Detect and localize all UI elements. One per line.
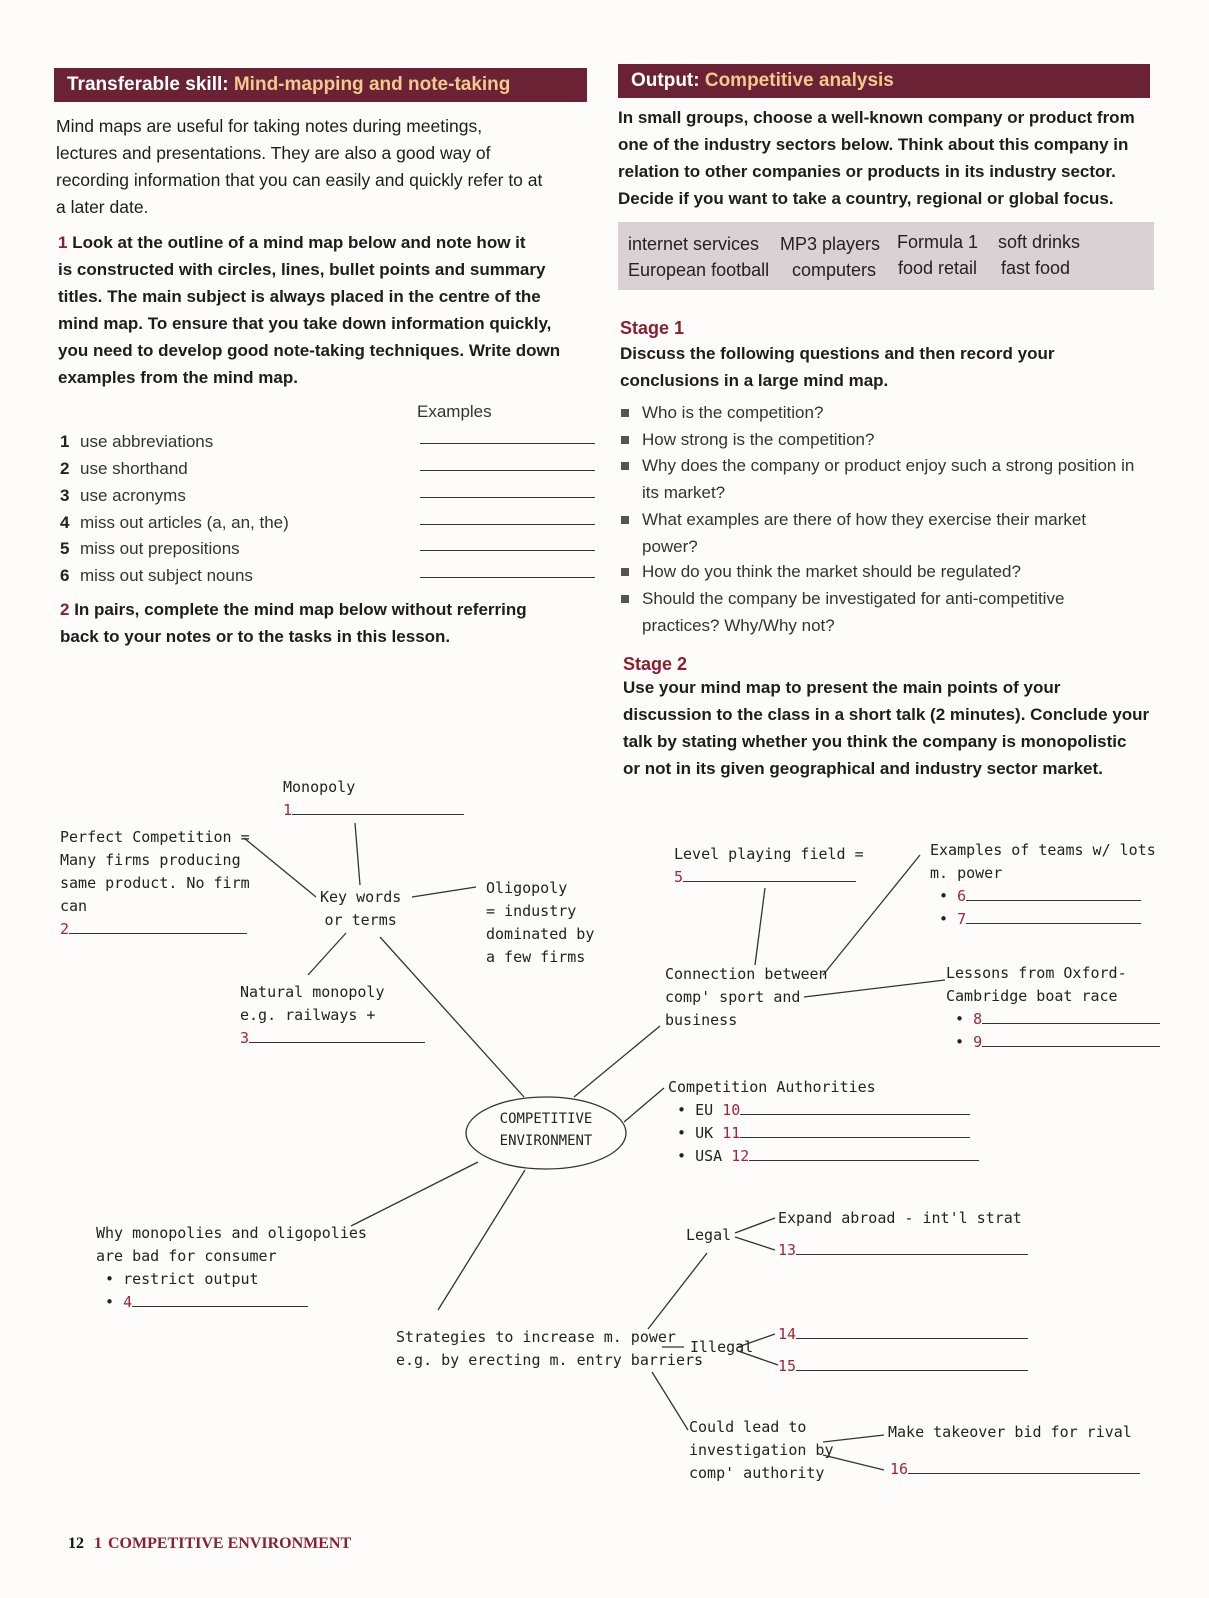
node-perfect-competition [60,826,250,941]
sector-tag: Formula 1 [897,232,979,252]
stage-1-instructions [620,340,1160,394]
node-line: restrict output [123,1270,259,1288]
answer-blank[interactable] [132,1306,308,1307]
node-natural-monopoly [240,981,425,1050]
blank-number: 1 [283,801,293,819]
node-title: Level playing field = [674,845,864,863]
question-text: its market? [642,483,726,502]
task-1-number: 1 [58,233,68,252]
blank-number: 14 [778,1325,797,1343]
node-line: or terms [324,911,397,929]
examples-column-label: Examples [417,402,492,421]
stage-2-line: talk by stating whether you think the company is monopolistic [623,732,1127,751]
example-number: 2 [60,459,70,478]
intro-line: recording information that you can easily and quickly refer to at [56,170,543,190]
node-level-playing-field [674,843,864,889]
square-bullet-icon [621,595,629,603]
node-line: comp' authority [689,1464,825,1482]
node-line: Oligopoly [486,879,568,897]
node-line: e.g. railways + [240,1006,376,1024]
node-13 [778,1239,1028,1262]
node-line: e.g. by erecting m. entry barriers [396,1351,704,1369]
question-text: How do you think the market should be regulated? [642,562,1021,581]
example-text: miss out articles (a, an, the) [80,513,289,532]
industry-sectors-box [618,222,1154,290]
left-header-accent: Mind-mapping and note-taking [233,74,511,95]
example-row [60,562,253,589]
example-number: 6 [60,566,70,585]
node-line: = industry [486,902,577,920]
example-number: 4 [60,513,70,532]
example-text: miss out subject nouns [80,566,253,585]
example-text: use shorthand [80,459,188,478]
sector-tag: European football [628,260,770,280]
intro-line: Mind maps are useful for taking notes during meetings, [56,116,483,136]
node-line: Connection between [665,965,828,983]
stage-2-instructions [623,674,1183,782]
blank-number: 16 [890,1460,909,1478]
question-text: Who is the competition? [642,403,824,422]
node-line: Natural monopoly [240,983,385,1001]
answer-blank[interactable] [796,1254,1028,1255]
task-1-line: you need to develop good note-taking techniques. Write down [58,341,561,360]
answer-line[interactable] [420,470,595,471]
blank-number: 11 [722,1124,741,1142]
intro-paragraph [56,113,601,221]
page-number: 12 [68,1535,84,1552]
stage-1-line: conclusions in a large mind map. [620,371,889,390]
task-2-line: In pairs, complete the mind map below without referring [74,600,527,619]
answer-blank[interactable] [982,1046,1160,1047]
answer-blank[interactable] [796,1338,1028,1339]
stage-1-title: Stage 1 [620,318,685,338]
node-line: Could lead to [689,1418,807,1436]
example-row [60,535,240,562]
example-text: miss out prepositions [80,539,240,558]
answer-blank[interactable] [966,923,1141,924]
example-number: 5 [60,539,70,558]
node-key-words [320,886,401,932]
node-line: Key words [320,888,402,906]
node-legal: Legal [686,1226,732,1244]
node-could-lead [689,1416,834,1485]
answer-blank[interactable] [749,1160,979,1161]
example-row [60,509,289,536]
center-line: COMPETITIVE [499,1111,593,1127]
blank-number: 10 [722,1101,741,1119]
node-line: Why monopolies and oligopolies [96,1224,367,1242]
node-takeover: Make takeover bid for rival [888,1423,1132,1441]
blank-number: 12 [731,1147,750,1165]
square-bullet-icon [621,568,629,576]
example-text: use abbreviations [80,432,214,451]
answer-blank[interactable] [908,1473,1140,1474]
node-line: Many firms producing [60,851,241,869]
answer-line[interactable] [420,497,595,498]
intro-line: a later date. [56,197,149,217]
node-connection [665,963,828,1032]
example-row [60,455,188,482]
answer-blank[interactable] [69,933,247,934]
node-line: business [665,1011,738,1029]
node-line: Cambridge boat race [946,987,1118,1005]
node-16 [890,1458,1140,1481]
node-line: are bad for consumer [96,1247,277,1265]
blank-number: 4 [123,1293,133,1311]
example-number: 1 [60,432,70,451]
node-teams-examples: Examples of teams w/ lots m. power • 6 • 7 [930,841,1156,928]
center-line: ENVIRONMENT [499,1133,593,1149]
blank-number: 7 [957,910,967,928]
square-bullet-icon [621,436,629,444]
sector-tag: fast food [1001,258,1071,278]
right-header-accent: Competitive analysis [704,70,894,91]
center-label [489,1108,603,1152]
node-line: dominated by [486,925,595,943]
stage-2-line: discussion to the class in a short talk (2 minutes). Conclude your [623,705,1150,724]
blank-number: 9 [973,1033,983,1051]
example-text: use acronyms [80,486,186,505]
right-section-header [618,64,1150,98]
question-text: power? [642,537,698,556]
node-line: can [60,897,88,915]
example-row [60,482,186,509]
node-15 [778,1355,1028,1378]
square-bullet-icon [621,516,629,524]
node-line: investigation by [689,1441,834,1459]
output-intro [618,104,1178,212]
node-line: Lessons from Oxford- [946,964,1127,982]
question-text: Should the company be investigated for anti-competitive [642,589,1065,608]
node-line: same product. No firm [60,874,250,892]
node-lessons: Lessons from Oxford- Cambridge boat race • 8 • 9 [946,962,1160,1054]
node-line: Perfect Competition = [60,828,250,846]
output-intro-line: In small groups, choose a well-known company or product from [618,108,1135,127]
example-row [60,428,213,455]
answer-blank[interactable] [740,1114,970,1115]
node-line: m. power [930,864,1003,882]
stage-1-line: Discuss the following questions and then record your [620,344,1055,363]
example-number: 3 [60,486,70,505]
node-oligopoly [486,877,594,969]
node-line: a few firms [486,948,586,966]
page-footer [68,1535,351,1553]
node-expand-abroad: Expand abroad - int'l strat [778,1209,1022,1227]
node-strategies [396,1326,703,1372]
stage-2-line: Use your mind map to present the main points of your [623,678,1061,697]
answer-line[interactable] [420,550,595,551]
blank-number: 2 [60,920,70,938]
answer-line[interactable] [420,443,595,444]
node-competition-authorities: Competition Authorities • EU 10 • UK 11 • USA 12 [668,1076,979,1168]
answer-blank[interactable] [982,1023,1160,1024]
output-intro-line: one of the industry sectors below. Think about this company in [618,135,1129,154]
answer-blank[interactable] [249,1042,425,1043]
node-monopoly [283,776,464,822]
answer-line[interactable] [420,577,595,578]
node-line: Strategies to increase m. power [396,1328,676,1346]
answer-line[interactable] [420,524,595,525]
square-bullet-icon [621,409,629,417]
question-text: Why does the company or product enjoy such a strong position in [642,456,1135,475]
blank-number: 3 [240,1029,250,1047]
answer-blank[interactable] [966,900,1141,901]
right-header-label: Output: [631,70,700,91]
sector-tag: soft drinks [998,232,1081,252]
node-line: comp' sport and [665,988,801,1006]
question-text: What examples are there of how they exercise their market [642,510,1087,529]
sector-tag: MP3 players [780,234,881,254]
question-text: How strong is the competition? [642,430,875,449]
blank-number: 15 [778,1357,797,1375]
output-intro-line: Decide if you want to take a country, regional or global focus. [618,189,1114,208]
blank-number: 8 [973,1010,983,1028]
task-1-line: mind map. To ensure that you take down information quickly, [58,314,552,333]
task-2-number: 2 [60,600,70,619]
task-1-line: examples from the mind map. [58,368,298,387]
authority-label: USA [695,1147,723,1165]
blank-number: 5 [674,868,684,886]
task-1-line: Look at the outline of a mind map below and note how it [72,233,526,252]
node-illegal: Illegal [690,1338,754,1356]
answer-blank[interactable] [740,1137,970,1138]
node-title: Competition Authorities [668,1078,876,1096]
stage-2-line: or not in its given geographical and industry sector market. [623,759,1103,778]
chapter-title: COMPETITIVE ENVIRONMENT [108,1535,352,1552]
sector-tag: food retail [898,258,978,278]
stage-2-title: Stage 2 [623,654,688,674]
left-header-label: Transferable skill: [67,74,229,95]
task-1-line: titles. The main subject is always placed in the centre of the [58,287,541,306]
task-2-line: back to your notes or to the tasks in this lesson. [60,627,451,646]
intro-line: lectures and presentations. They are also a good way of [56,143,491,163]
authority-label: UK [695,1124,714,1142]
sector-tag: internet services [628,234,760,254]
node-title: Monopoly [283,778,356,796]
task-2-instructions [60,596,600,650]
task-1-line: is constructed with circles, lines, bullet points and summary [58,260,546,279]
output-intro-line: relation to other companies or products in its industry sector. [618,162,1116,181]
chapter-number: 1 [94,1535,102,1552]
node-why-bad: Why monopolies and oligopolies are bad for consumer • restrict output • 4 [96,1224,367,1311]
task-1-instructions [58,229,598,391]
node-14 [778,1323,1028,1346]
blank-number: 6 [957,887,967,905]
sector-tag: computers [792,260,877,280]
blank-number: 13 [778,1241,797,1259]
node-line: Examples of teams w/ lots [930,841,1156,859]
question-text: practices? Why/Why not? [642,616,835,635]
authority-label: EU [695,1101,714,1119]
answer-blank[interactable] [683,881,856,882]
left-section-header [54,68,587,102]
answer-blank[interactable] [292,814,464,815]
square-bullet-icon [621,462,629,470]
answer-blank[interactable] [796,1370,1028,1371]
